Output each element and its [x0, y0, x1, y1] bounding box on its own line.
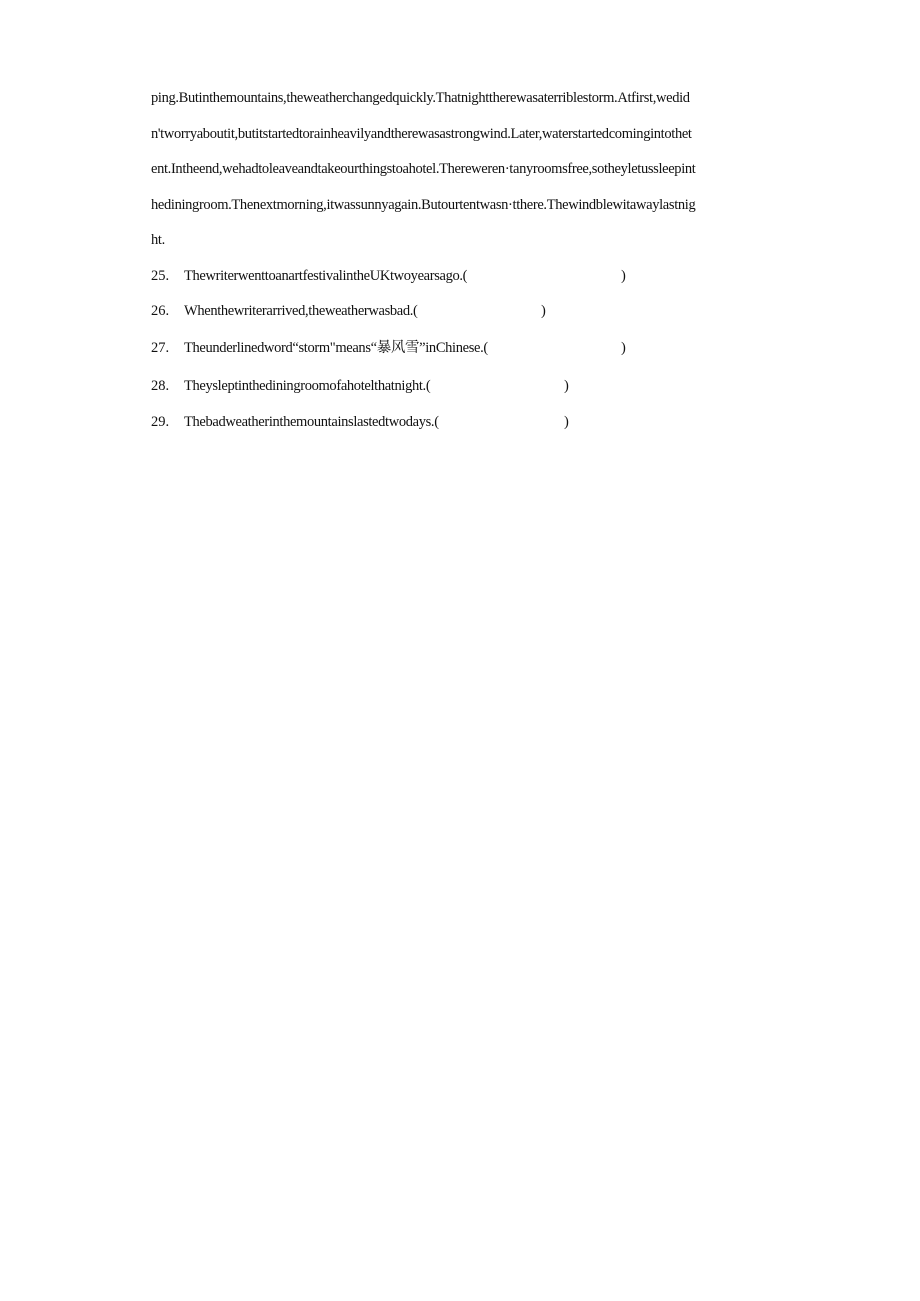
- answer-blank-close: ): [621, 268, 626, 284]
- question-number: 28.: [151, 378, 170, 394]
- answer-blank-close: ): [564, 378, 569, 394]
- passage-line: hediningroom.Thenextmorning,itwassunnyagain.Butourtentwasn·tthere.Thewindblewitawaylastnig: [151, 197, 696, 213]
- passage-line: ent.Intheend,wehadtoleaveandtakeourthingstoahotel.Thereweren·tanyroomsfree,sotheyletussleepint: [151, 161, 696, 177]
- question-text: Theunderlinedword“storm"means“暴风雪”inChinese.(: [184, 340, 488, 356]
- passage-line: n'tworryaboutit,butitstartedtorainheavilyandtherewasastrongwind.Later,waterstartedcomingintothet: [151, 126, 692, 142]
- question-text: ThewriterwenttoanartfestivalintheUKtwoyearsago.(: [184, 268, 468, 284]
- passage-line: ping.Butinthemountains,theweatherchangedquickly.Thatnighttherewasaterriblestorm.Atfirst,wedid: [151, 90, 690, 106]
- question-number: 27.: [151, 340, 170, 356]
- answer-blank-close: ): [621, 340, 626, 356]
- question-text: Theysleptinthediningroomofahotelthatnight.(: [184, 378, 431, 394]
- question-number: 25.: [151, 268, 170, 284]
- question-text: Whenthewriterarrived,theweatherwasbad.(: [184, 303, 418, 319]
- answer-blank-close: ): [564, 414, 569, 430]
- question-text: Thebadweatherinthemountainslastedtwodays.(: [184, 414, 439, 430]
- passage-line: ht.: [151, 232, 165, 248]
- question-number: 26.: [151, 303, 170, 319]
- answer-blank-close: ): [541, 303, 546, 319]
- question-number: 29.: [151, 414, 170, 430]
